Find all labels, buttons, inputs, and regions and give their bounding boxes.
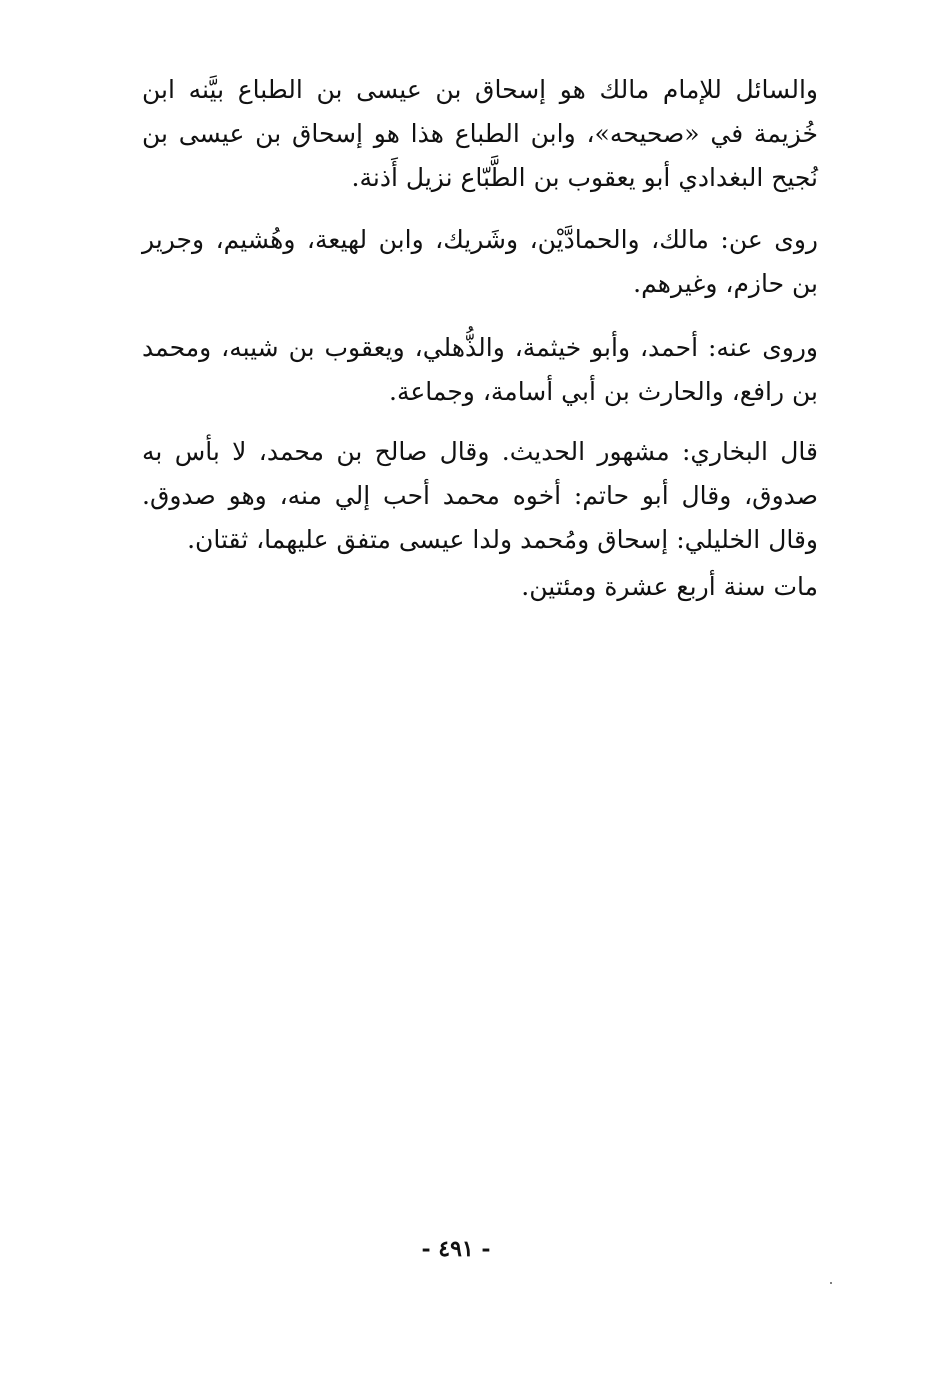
paragraph-narrated-from xyxy=(142,218,818,306)
paragraph-narrator-identity xyxy=(142,68,818,200)
paragraph-text: وروى عنه: أحمد، وأبو خيثمة، والذُّهلي، ويعقوب بن شيبه، ومحمد بن رافع، والحارث بن أبي أسامة، وجماعة. xyxy=(142,333,818,406)
paragraph-text: مات سنة أربع عشرة ومئتين. xyxy=(521,572,818,601)
paragraph-text: روى عن: مالك، والحمادَّيْن، وشَريك، وابن لهيعة، وهُشيم، وجرير بن حازم، وغيرهم. xyxy=(142,225,818,298)
paragraph-narrated-by xyxy=(142,326,818,414)
paragraph-text: والسائل للإمام مالك هو إسحاق بن عيسى بن الطباع بيَّنه ابن خُزيمة في «صحيحه»، وابن الطباع هذا هو إسحاق بن عيسى بن نُجيح البغدادي أبو يعقوب بن الطَّبّاع نزيل أَذنة. xyxy=(142,75,818,192)
paragraph-death-date xyxy=(142,565,818,609)
paragraph-scholar-opinions xyxy=(142,430,818,562)
paragraph-text: قال البخاري: مشهور الحديث. وقال صالح بن محمد، لا بأس به صدوق، وقال أبو حاتم: أخوه محمد أحب إلي منه، وهو صدوق. وقال الخليلي: إسحاق ومُحمد ولدا عيسى متفق عليهما، ثقتان. xyxy=(142,437,818,554)
page-number: - ٤٩١ - xyxy=(421,1236,491,1262)
scan-speck xyxy=(830,1282,832,1284)
